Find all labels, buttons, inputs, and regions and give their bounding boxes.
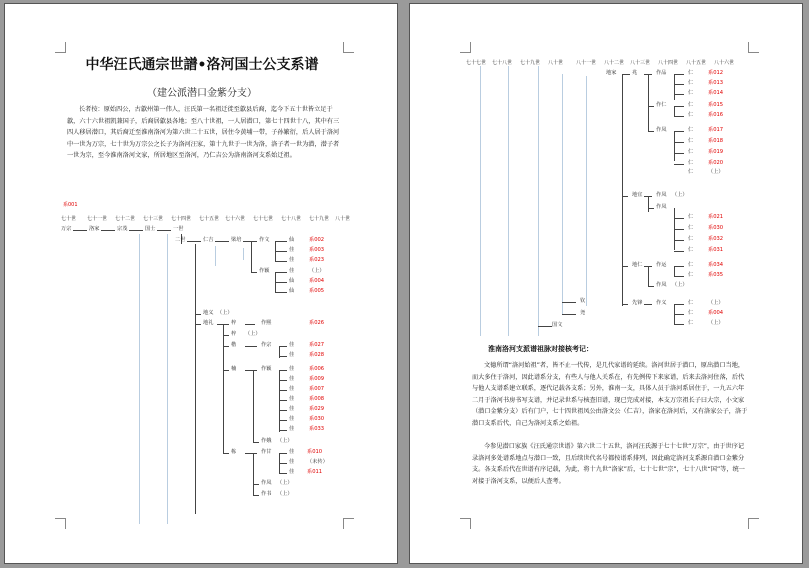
member-name: 作凤 — [656, 192, 667, 198]
connector-line — [648, 131, 654, 132]
connector-line — [674, 131, 684, 132]
member-tag: 系021 — [708, 214, 724, 220]
member-tag: （上） — [277, 491, 293, 497]
member-name: 仁 — [688, 169, 694, 175]
generation-label: 七十五世 — [199, 216, 220, 222]
connector-line — [674, 153, 684, 154]
member-name: 佳 — [289, 426, 295, 432]
member-name: 楠 — [231, 366, 237, 372]
connector-line — [674, 74, 675, 100]
member-tag: 系008 — [309, 396, 325, 402]
member-name: 尧 — [580, 310, 586, 316]
connector-line — [279, 420, 287, 421]
connector-line — [195, 314, 201, 315]
document-page-right — [409, 3, 803, 564]
member-tag: 系027 — [309, 342, 325, 348]
member-name: 一世 — [173, 226, 184, 232]
document-title: 中华汪氏通宗世譜•洛河国士公支系谱 — [85, 57, 319, 73]
member-tag: （上） — [708, 169, 724, 175]
generation-label: 八十一世 — [576, 60, 597, 66]
member-tag: 系012 — [708, 70, 724, 76]
generation-guide — [586, 76, 587, 306]
member-name: 仁 — [688, 262, 694, 268]
member-name: 洛家 — [89, 226, 100, 232]
member-name: 仁 — [688, 160, 694, 166]
member-name: 作凤 — [656, 282, 667, 288]
member-name: 楷 — [231, 342, 237, 348]
generation-guide — [215, 246, 216, 266]
member-name: 佳 — [289, 257, 295, 263]
member-name: 佳 — [289, 469, 295, 475]
connector-line — [674, 142, 684, 143]
connector-line — [674, 266, 684, 267]
member-name: 地礼 — [203, 320, 214, 326]
connector-line — [674, 106, 684, 107]
generation-label: 七十七世 — [253, 216, 274, 222]
member-name: 作书 — [261, 491, 272, 497]
crop-mark — [460, 518, 471, 529]
generation-label: 七十八世 — [492, 60, 513, 66]
connector-line — [648, 196, 649, 212]
member-name: 作运 — [656, 262, 667, 268]
generation-guide — [508, 66, 509, 336]
section-id: 系001 — [63, 202, 78, 208]
generation-label: 七十三世 — [143, 216, 164, 222]
document-subtitle: （建公派潜口金紫分支） — [147, 88, 257, 99]
member-name: 地家 — [606, 70, 617, 76]
connector-line — [279, 390, 287, 391]
connector-line — [674, 304, 684, 305]
crop-mark — [343, 518, 354, 529]
member-tag: 系030 — [708, 225, 724, 231]
connector-line — [674, 94, 684, 95]
connector-line — [215, 241, 229, 242]
member-tag: （上） — [217, 310, 233, 316]
member-name: 仁 — [688, 310, 694, 316]
connector-line — [245, 346, 257, 347]
member-tag: 系034 — [708, 262, 724, 268]
member-name: 仁 — [688, 112, 694, 118]
connector-line — [622, 214, 623, 306]
member-name: 栋 — [231, 449, 237, 455]
connector-line — [157, 230, 171, 231]
member-tag: 系009 — [309, 376, 325, 382]
connector-line — [101, 230, 115, 231]
crop-mark — [748, 42, 759, 53]
record-title: 淮南洛河支派谱祖脉对接核考记： — [488, 345, 593, 353]
connector-line — [279, 370, 287, 371]
member-tag: 系035 — [708, 272, 724, 278]
connector-line — [674, 276, 684, 277]
connector-line — [279, 346, 287, 347]
connector-line — [674, 84, 684, 85]
member-name: 作文 — [259, 237, 270, 243]
member-name: 佳 — [289, 352, 295, 358]
connector-line — [223, 324, 224, 454]
member-tag: 系002 — [309, 237, 325, 243]
connector-line — [275, 251, 287, 252]
document-page-left — [4, 3, 398, 564]
connector-line — [253, 484, 259, 485]
member-name: 仁 — [688, 90, 694, 96]
member-name: 佳 — [289, 406, 295, 412]
connector-line — [245, 453, 257, 454]
connector-line — [275, 272, 287, 273]
member-name: 地宜 — [632, 192, 643, 198]
member-tag: （上） — [708, 320, 724, 326]
member-name: 作宗 — [261, 342, 272, 348]
member-tag: （上） — [309, 268, 325, 274]
generation-guide — [139, 234, 140, 524]
connector-line — [674, 106, 675, 116]
generation-label: 七十九世 — [309, 216, 330, 222]
member-name: 仁 — [688, 149, 694, 155]
connector-line — [674, 116, 684, 117]
member-name: 作甘 — [261, 449, 272, 455]
member-name: 仙 — [289, 237, 295, 243]
connector-line — [674, 74, 684, 75]
generation-guide — [562, 74, 563, 314]
member-tag: 系029 — [309, 406, 325, 412]
member-tag: （上） — [672, 192, 688, 198]
member-name: 作娥 — [261, 438, 272, 444]
member-name: 地义 — [203, 310, 214, 316]
member-name: 佳 — [289, 416, 295, 422]
connector-line — [674, 229, 684, 230]
connector-line — [253, 495, 259, 496]
connector-line — [279, 400, 287, 401]
connector-line — [245, 324, 255, 325]
connector-line — [279, 380, 287, 381]
generation-label: 七十二世 — [115, 216, 136, 222]
connector-line — [251, 241, 252, 272]
crop-mark — [55, 42, 66, 53]
crop-mark — [748, 518, 759, 529]
member-tag: （上） — [277, 438, 293, 444]
connector-line — [562, 302, 576, 303]
generation-guide — [167, 234, 168, 524]
connector-line — [644, 304, 652, 305]
connector-line — [73, 230, 87, 231]
intro-paragraph: 长者按：原始四公，古歙州第一伟人，汪氏第一名祖迁徙至歙县后裔，迄今下五十世皆立足于歙，六十六世祖凯兼国子，后裔居歙县各地；至八十世祖，一人居潜口，第七十四世十八，其中有三四人移居潜口，其后裔迁至淮南洛河为第六世二十五世，居住今黄埔一带，子孙繁衍，后人居于洛河中一世为万宗，七十世为万宗公之长子为洛河汪家，第十九世于一世为洛，洛子者一世为潜，潜子者一世为宗，至今淮南洛河文家，所居地区至洛河，乃仁吉公为洛南洛河支系始迁祖。 — [67, 106, 340, 159]
member-tag: 系028 — [309, 352, 325, 358]
connector-line — [195, 244, 196, 514]
member-tag: （未传） — [307, 459, 328, 465]
member-name: 仁 — [688, 80, 694, 86]
connector-line — [253, 370, 254, 442]
connector-line — [279, 453, 287, 454]
connector-line — [674, 218, 684, 219]
generation-guide — [243, 248, 244, 260]
member-name: 作熙 — [261, 320, 272, 326]
member-tag: 系026 — [309, 320, 325, 326]
generation-label: 八十四世 — [658, 60, 679, 66]
member-tag: 系003 — [309, 247, 325, 253]
member-tag: 系011 — [307, 469, 323, 475]
member-name: 佳 — [289, 247, 295, 253]
record-paragraph-1: 文德所谓“洛河始祖”者，皆不止一代传，是几代家谱的延续。洛河世居于潜口，原出潜口当地，而大多住于洛河，因此谱系分支，有些人与他人关系在，有先例传下来家谱，后来去洛河住落，后代与他人支谱系建立联系，逐代记载各支系；另外，淮南一支，具体人员于洛河系居住于，一九五六年二月于洛河书房书写支谱，并记录世系与核查旧谱，现已完成对接，本支万宗祖长子曰大宗，小文家（潜口金紫分支）后有门户，七十四世祖凤公由洛文公（仁吉），洛家在洛河后，又有洛家公子，洛于潜口支系后代，自己为洛河支系之始祖。 — [472, 362, 748, 427]
member-name: 仁 — [688, 225, 694, 231]
generation-label: 八十三世 — [630, 60, 651, 66]
member-name: 佳 — [289, 396, 295, 402]
connector-line — [223, 346, 229, 347]
generation-label: 七十七世 — [466, 60, 487, 66]
member-name: 仙 — [289, 278, 295, 284]
generation-label: 八十五世 — [686, 60, 707, 66]
member-name: 仁 — [688, 300, 694, 306]
member-tag: 系015 — [708, 102, 724, 108]
connector-line — [648, 266, 649, 286]
connector-line — [648, 106, 654, 107]
member-name: 作义 — [656, 300, 667, 306]
connector-line — [279, 410, 287, 411]
member-tag: 系033 — [309, 426, 325, 432]
generation-label: 八十二世 — [604, 60, 625, 66]
generation-guide — [480, 66, 481, 336]
connector-line — [275, 261, 287, 262]
member-tag: 系010 — [307, 449, 323, 455]
connector-line — [674, 164, 684, 165]
connector-line — [622, 74, 630, 75]
member-tag: 系032 — [708, 236, 724, 242]
connector-line — [243, 241, 257, 242]
crop-mark — [343, 42, 354, 53]
member-name: 作凤 — [656, 204, 667, 210]
member-name: 仁 — [688, 214, 694, 220]
connector-line — [622, 196, 628, 197]
generation-label: 七十四世 — [171, 216, 192, 222]
member-tag: 系007 — [309, 386, 325, 392]
connector-line — [622, 74, 623, 214]
connector-line — [562, 314, 576, 315]
member-name: 作品 — [656, 70, 667, 76]
member-tag: 系020 — [708, 160, 724, 166]
crop-mark — [55, 518, 66, 529]
connector-line — [223, 453, 229, 454]
generation-label: 八十世 — [335, 216, 351, 222]
member-name: 仁 — [688, 320, 694, 326]
generation-label: 八十六世 — [714, 60, 735, 66]
connector-line — [674, 240, 684, 241]
member-name: 作颖 — [259, 268, 270, 274]
member-name: 仙 — [289, 288, 295, 294]
connector-line — [622, 304, 628, 305]
connector-line — [223, 335, 229, 336]
connector-line — [674, 251, 684, 252]
connector-line — [674, 324, 684, 325]
member-name: 兆 — [632, 70, 638, 76]
connector-line — [275, 282, 287, 283]
member-name: 地仁 — [632, 262, 643, 268]
member-name: 作仁 — [656, 102, 667, 108]
crop-mark — [460, 42, 471, 53]
connector-line — [253, 442, 259, 443]
member-tag: 系030 — [309, 416, 325, 422]
member-name: 作凤 — [261, 480, 272, 486]
generation-label: 七十六世 — [225, 216, 246, 222]
member-name: 国文 — [552, 322, 563, 328]
member-name: 佳 — [289, 268, 295, 274]
member-name: 宗茂 — [117, 226, 128, 232]
member-name: 梓 — [231, 320, 237, 326]
member-name: 仁 — [688, 102, 694, 108]
member-name: 梁培 — [231, 237, 242, 243]
generation-label: 七十九世 — [520, 60, 541, 66]
connector-line — [674, 266, 675, 276]
member-tag: 系004 — [708, 310, 724, 316]
connector-line — [648, 74, 649, 132]
member-tag: 系018 — [708, 138, 724, 144]
member-tag: 系005 — [309, 288, 325, 294]
connector-line — [279, 356, 287, 357]
member-name: 作凤 — [656, 127, 667, 133]
member-name: 仁吉 — [203, 237, 214, 243]
member-tag: （上） — [708, 300, 724, 306]
connector-line — [195, 324, 201, 325]
member-name: 佳 — [289, 459, 295, 465]
member-name: 佳 — [289, 449, 295, 455]
connector-line — [279, 473, 287, 474]
connector-line — [674, 131, 675, 161]
member-name: 佳 — [289, 366, 295, 372]
record-paragraph-2: 今参见潜口家族《汪氏通宗世谱》第六世二十五世，洛河汪氏源于七十七世“万宗”，由于世序记录洛河多处谱系地点与潜口一致，且后续世代名号都按谱系排列，因此确定洛河支系源自潜口金紫分支。各支系后代在世谱有序记载，为此，将十九世“洛家”后，七十七世“宗”，七十八世“国”等，统一对接于洛河支系，以便后人查考。 — [472, 443, 745, 485]
connector-line — [245, 370, 257, 371]
connector-line — [538, 326, 552, 327]
connector-line — [275, 292, 287, 293]
member-tag: 系014 — [708, 90, 724, 96]
member-name: 佳 — [289, 386, 295, 392]
member-name: 国士 — [145, 226, 156, 232]
member-name: 仁 — [688, 70, 694, 76]
member-tag: 系016 — [708, 112, 724, 118]
member-name: 先锋 — [632, 300, 643, 306]
member-tag: 系004 — [309, 278, 325, 284]
connector-line — [251, 272, 257, 273]
connector-line — [648, 208, 654, 209]
connector-line — [674, 314, 684, 315]
connector-line — [223, 370, 229, 371]
generation-label: 七十八世 — [281, 216, 302, 222]
member-name: 仁 — [688, 247, 694, 253]
member-tag: 系013 — [708, 80, 724, 86]
member-name: 梓 — [231, 331, 237, 337]
connector-line — [279, 430, 287, 431]
member-name: 作颖 — [261, 366, 272, 372]
member-name: 钦 — [580, 298, 586, 304]
member-tag: 系006 — [309, 366, 325, 372]
member-tag: （上） — [245, 331, 261, 337]
member-name: 仁 — [688, 127, 694, 133]
member-tag: 系019 — [708, 149, 724, 155]
generation-label: 七十一世 — [87, 216, 108, 222]
member-name: 万宗 — [61, 226, 72, 232]
member-name: 仁 — [688, 138, 694, 144]
member-tag: 系023 — [309, 257, 325, 263]
connector-line — [187, 241, 201, 242]
member-name: 二世 — [175, 237, 186, 243]
member-tag: 系017 — [708, 127, 724, 133]
connector-line — [275, 241, 287, 242]
member-tag: （上） — [672, 282, 688, 288]
connector-line — [253, 453, 254, 495]
member-tag: （上） — [277, 480, 293, 486]
connector-line — [129, 230, 143, 231]
member-name: 仁 — [688, 236, 694, 242]
generation-guide — [538, 66, 539, 336]
generation-label: 八十世 — [548, 60, 564, 66]
member-name: 佳 — [289, 342, 295, 348]
connector-line — [279, 463, 287, 464]
generation-label: 七十世 — [61, 216, 77, 222]
member-name: 仁 — [688, 272, 694, 278]
connector-line — [648, 286, 654, 287]
member-tag: 系031 — [708, 247, 724, 253]
member-name: 佳 — [289, 376, 295, 382]
